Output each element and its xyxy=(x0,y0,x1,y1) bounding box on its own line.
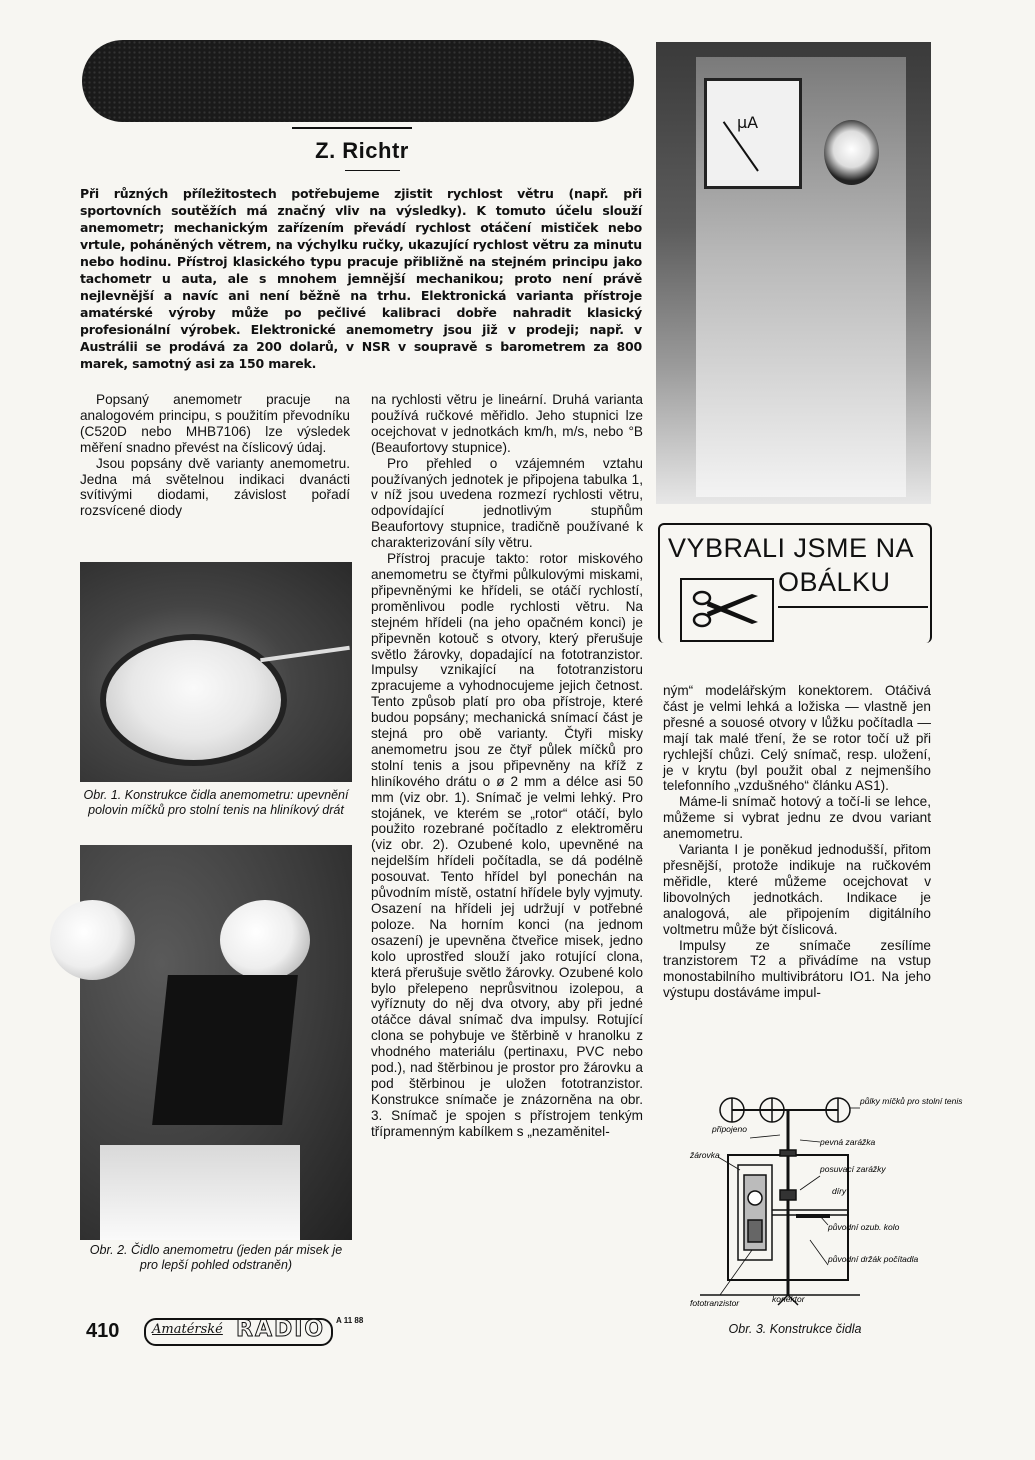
label-holes: díry xyxy=(832,1186,847,1196)
label-connector: konektor xyxy=(772,1294,805,1304)
sensor-diagram-svg xyxy=(660,1090,963,1320)
label-gear: původní ozub. kolo xyxy=(828,1222,900,1232)
col3-paragraph: Varianta I je poněkud jednodušší, přitom přesnější, protože indikuje na ručkovém měřidle, které můžeme ocejchovat v libovolných jednotkách. Indikace je analogová, ale připojením digitálního voltmetru může být číslicová. xyxy=(663,842,931,937)
label-cups: půlky míčků pro stolní tenis xyxy=(860,1096,963,1106)
counter-housing xyxy=(152,975,298,1125)
column-2-text xyxy=(371,392,643,1140)
figure-1-caption: Obr. 1. Konstrukce čidla anemometru: upevnění polovin míčků pro stolní tenis na hliníkový drát xyxy=(83,788,349,817)
label-sliding-stop: posuvací zarážky xyxy=(820,1164,886,1174)
col3-paragraph: ným“ modelářským konektorem. Otáčivá část je velmi lehká a ložiska — vlastně jen přesné a souosé otvory v lůžku počítadla — mají tak malé tření, že se rotor točí už při rychlejší chůzi. Celý snímač, resp. uložení, je v krytu (byl použit obal z nejmenšího telefonního „vzdušného“ článku AS1). xyxy=(663,683,931,794)
column-3-text xyxy=(663,683,931,1001)
intro-paragraph: Při různých příležitostech potřebujeme zjistit rychlost větru (např. při sportovních soutěžích má značný vliv na výsledky). K tomuto účelu slouží anemometr; mechanickým zařízením převádí rychlost otáčení mističek nebo vrtule, poháněných větrem, na výchylku ručky, ukazující rychlost větru za minutu nebo hodinu. Přístroj klasického typu pracuje přibližně na stejném principu jako tachometr u auta, ale s mnohem jemnější mechanikou; proto není právě nejlevnější a navíc ani není běžně na trhu. Elektronická varianta přístroje amatérské výroby může po pečlivé kalibraci dobře nahradit klasický profesionální výrobek. Elektronické anemometry jsou již v prodeji; např. v Austrálii se prodává za 200 dolarů, v NSR v soupravě s barometrem za 800 marek, samotný asi za 150 marek. xyxy=(80,186,642,371)
scissors-icon xyxy=(692,588,762,630)
cover-selection-box xyxy=(658,523,930,643)
sensor-construction-diagram xyxy=(660,1090,963,1320)
magazine-logo-script: Amatérské xyxy=(152,1322,223,1337)
cover-box-line1: VYBRALI JSME NA xyxy=(668,533,915,563)
header-banner xyxy=(82,40,634,122)
magazine-logo xyxy=(144,1318,333,1346)
meter-unit-label: μA xyxy=(737,113,759,132)
cover-box-line2: OBÁLKU xyxy=(778,567,891,597)
analog-meter xyxy=(704,78,802,189)
label-fixed-stop: pevná zarážka xyxy=(820,1137,876,1147)
cup-right xyxy=(220,900,310,980)
label-bulb: žárovka xyxy=(690,1150,720,1160)
label-holder: původní držák počítadla xyxy=(828,1254,919,1264)
figure-1-photo xyxy=(80,562,352,782)
figure-2-photo xyxy=(80,845,352,1240)
figure-3-caption: Obr. 3. Konstrukce čidla xyxy=(728,1322,862,1336)
author-rule xyxy=(292,127,412,129)
col3-paragraph: Impulsy ze snímače zesílíme tranzistorem T2 a přivádíme na vstup monostabilního multivibrátoru IO1. Na jeho výstupu dostáváme impul- xyxy=(663,937,931,1001)
device-photo xyxy=(656,42,931,504)
magazine-logo-radio: RADIO xyxy=(236,1317,326,1342)
stand-base xyxy=(100,1145,300,1240)
cover-box-underline xyxy=(778,606,928,608)
col2-paragraph: na rychlosti větru je lineární. Druhá varianta používá ručkové měřidlo. Jeho stupnici lze ocejchovat v jednotkách km/h, m/s, nebo °B (Beaufortovy stupnice). xyxy=(371,392,643,455)
issue-number: A 11 88 xyxy=(336,1316,364,1325)
ping-pong-cup xyxy=(100,634,287,766)
col2-paragraph: Přístroj pracuje takto: rotor miskového anemometru se čtyřmi půlkulovými miskami, připevněnými ke hřídeli, se otáčí rychlostí, proměnlivou podle rychlosti větru. Na stejném hřídeli (na jeho opačném konci) je připevněn kotouč s otvory, který přerušuje světlo žárovky, dopadající na fototranzistor. Impulsy vznikající na fototranzistoru zpracujeme a vyhodnocujeme jejich četnost. Tento způsob platí pro oba přístroje, které budou popsány; mechanická snímací část je stejná pro obě varianty. Čtyři misky anemometru jsou ze čtyř půlek míčků pro stolní tenis a jsou připevněny na kříž z hliníkového drátu o ø 2 mm a délce asi 50 mm (viz obr. 1). Snímač je velmi lehký. Pro stojánek, ve kterém se „rotor“ otáčí, bylo použito rozebrané počítadlo z elektroměru (viz obr. 2). Ozubené kolo, upevněné na nejdelším hřídeli počítadla, se dá podélně posouvat. Tento hřídel byl ponechán na původním místě, ostatní hřídele byly vyjmuty. Osazení na hřídeli jej udržují v potřebné poloze. Na horním konci (na jednom osazení) je upevněna čtveřice misek, jedno kolo uprostřed slouží jako rotující clona, která přerušuje světlo žárovky. Ozubené kolo bylo přelepeno neprůsvitnou izolepou, a vyříznuty do něj dva otvory, aby při jedné otáčce dával snímač dva impulsy. Rotující clona se pohybuje ve štěrbině v hranolku z vhodného materiálu (pertinaxu, PVC nebo pod.), nad štěrbinou je prostor pro žárovku a pod štěrbinou je uložen fototranzistor. Konstrukce snímače je znázorněna na obr. 3. Snímač je spojen s přístrojem tenkým třípramenným kabílkem s „nezaměnitel- xyxy=(371,551,643,1139)
knob xyxy=(824,120,879,185)
column-1-text xyxy=(80,392,350,519)
col1-paragraph: Jsou popsány dvě varianty anemometru. Jedna má světelnou indikaci dvanácti svítivými diodami, závislost pořadí rozsvícené diody xyxy=(80,455,350,519)
col1-paragraph: Popsaný anemometr pracuje na analogovém principu, s použitím převodníku (C520D nebo MHB7106) lze výsledek měření snadno převést na číslicový údaj. xyxy=(80,392,350,455)
aluminium-wire xyxy=(260,646,350,662)
col2-paragraph: Pro přehled o vzájemném vztahu používaných jednotek je připojena tabulka 1, v níž jsou uvedena rozmezí rychlosti větru, odpovídající jednotlivým stupňům Beaufortovy stupnice, tradičně používané k charakterizování síly větru. xyxy=(371,455,643,551)
label-attached: připojeno xyxy=(712,1124,747,1134)
cup-left xyxy=(50,900,135,980)
figure-2-caption: Obr. 2. Čidlo anemometru (jeden pár misek je pro lepší pohled odstraněn) xyxy=(89,1243,343,1272)
label-phototransistor: fototranzistor xyxy=(690,1298,740,1308)
page-number: 410 xyxy=(86,1320,120,1342)
author-rule-small xyxy=(345,170,400,171)
col3-paragraph: Máme-li snímač hotový a točí-li se lehce, můžeme si vybrat jednu ze dvou variant anemometru. xyxy=(663,794,931,842)
scissors-icon-frame xyxy=(680,578,774,642)
author-name: Z. Richtr xyxy=(315,138,409,163)
